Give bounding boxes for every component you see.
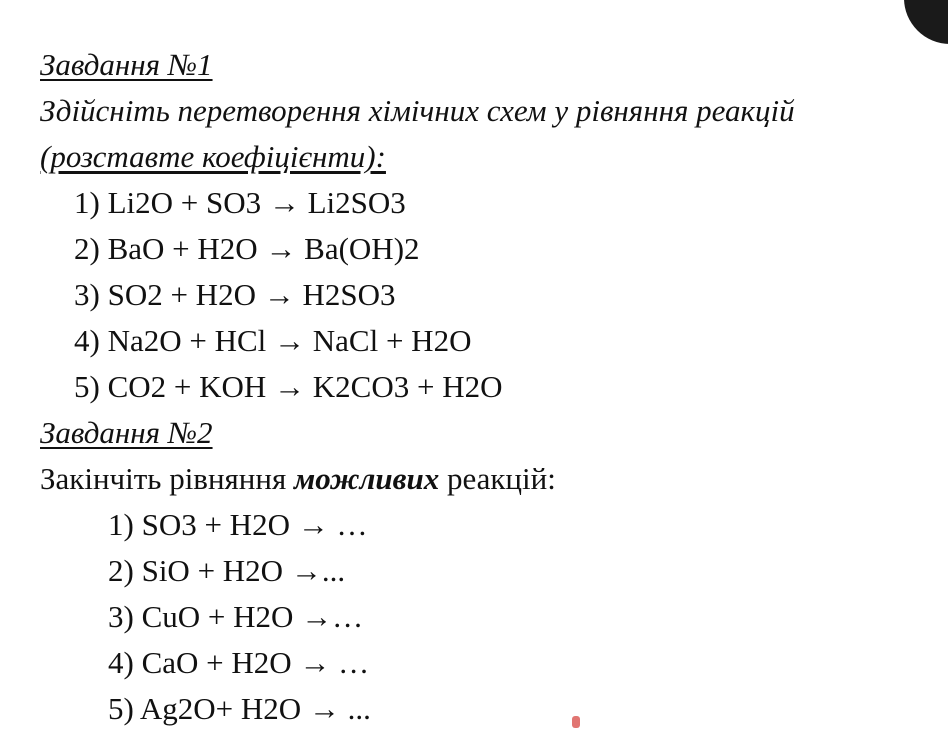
task2-instruction-prefix: Закінчіть рівняння bbox=[40, 461, 294, 496]
task1-item-3: 3) SO2 + H2O → H2SO3 bbox=[74, 277, 396, 312]
document-page bbox=[40, 42, 928, 732]
task2-title: Завдання №2 bbox=[40, 415, 213, 450]
task2-item-3: 3) CuO + H2O →… bbox=[108, 599, 364, 634]
task2-instruction bbox=[40, 456, 928, 502]
corner-shape bbox=[904, 0, 948, 44]
task2-item-2: 2) SiO + H2O →... bbox=[108, 553, 346, 588]
task1-item-5: 5) CO2 + KOH → K2CO3 + H2O bbox=[74, 369, 503, 404]
task1-item-1: 1) Li2O + SO3 → Li2SO3 bbox=[74, 185, 406, 220]
task1-item-4: 4) Na2O + HCl → NaCl + H2O bbox=[74, 323, 472, 358]
task2-item-4: 4) CaO + H2O → … bbox=[108, 645, 370, 680]
task2-instruction-suffix: реакцій: bbox=[439, 461, 556, 496]
task2-item-1: 1) SO3 + H2O → … bbox=[108, 507, 368, 542]
task1-title: Завдання №1 bbox=[40, 47, 213, 82]
red-mark bbox=[572, 716, 580, 728]
task2-instruction-emph: можливих bbox=[293, 461, 440, 496]
task2-item-5: 5) Ag2O+ H2O → ... bbox=[108, 691, 371, 726]
task1-item-2: 2) BaO + H2O → Ba(OH)2 bbox=[74, 231, 420, 266]
task1-instruction-line1: Здійсніть перетворення хімічних схем у рівняння реакцій bbox=[40, 93, 795, 128]
task1-instruction-line2: (розставте коефіцієнти): bbox=[40, 139, 386, 174]
